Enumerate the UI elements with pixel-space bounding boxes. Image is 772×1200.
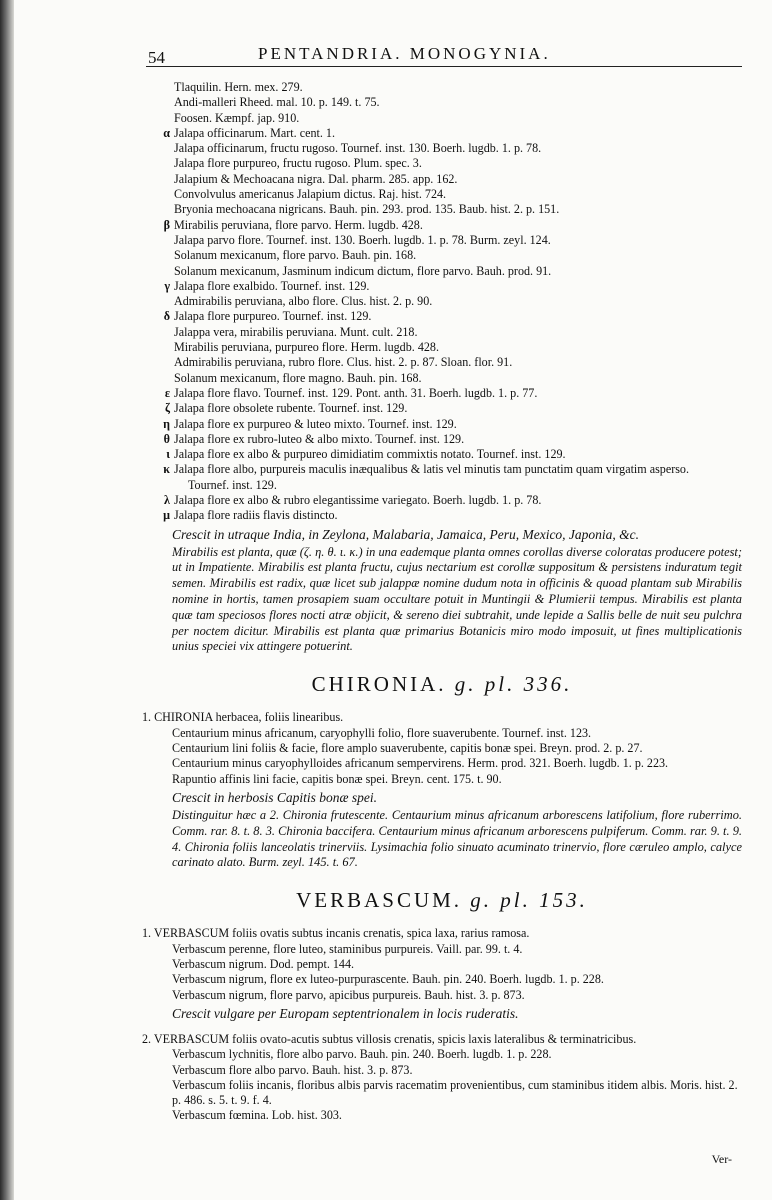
variety-line [142,340,742,355]
variety-mark: β [163,217,170,232]
variety-text: Tournef. inst. 129. [188,477,277,492]
variety-text: Admirabilis peruviana, albo flore. Clus. hist. 2. p. 90. [174,294,433,309]
variety-text: Jalapa flore ex purpureo & luteo mixto. Tournef. inst. 129. [174,416,457,431]
synonym-line: Verbascum lychnitis, flore albo parvo. Bauh. pin. 240. Boerh. lugdb. 1. p. 228. [172,1047,552,1062]
verbascum-2-synonyms [142,1047,742,1123]
variety-text: Jalapa flore obsolete rubente. Tournef. inst. 129. [174,401,408,416]
jalapa-varieties [142,126,742,524]
synonym-line: Centaurium lini foliis & facie, flore amplo suaverubente, capitis bonæ spei. Breyn. prod. 2. p. 27. [172,741,643,756]
variety-line [142,218,742,233]
variety-text: Jalappa vera, mirabilis peruviana. Munt. cult. 218. [174,324,418,339]
variety-line [142,325,742,340]
variety-text: Jalapa flore radiis flavis distincto. [174,508,338,523]
variety-line [142,141,742,156]
variety-line [142,462,742,477]
genus-reference: g. pl. 153. [470,888,588,913]
synonym-line: Foosen. Kæmpf. jap. 910. [174,110,300,125]
variety-line [142,371,742,386]
variety-line [142,248,742,263]
verbascum-1-habitat: Crescit vulgare per Europam septentrionalem in locis ruderatis. [172,1005,519,1021]
catchword: Ver- [711,1152,732,1166]
jalapa-habitat: Crescit in utraque India, in Zeylona, Malabaria, Jamaica, Peru, Mexico, Japonia, &c. [172,526,640,542]
variety-line [142,156,742,171]
chironia-observation: Distinguitur hæc a 2. Chironia frutescente. Centaurium minus africanum arborescens latifolium, flore ruberrimo. Comm. rar. 8. t. 8. 3. Chironia baccifera. Centaurium minus africanum arborescens pulpiferum. Comm. rar. 9. t. 9. 4. Chironia foliis lanceolatis trinerviis. Lysimachia folio sinuato acuminato trinervio, flore cæruleo amplo, calyce carinato alato. Burm. zeyl. 145. t. 67. [172,807,742,870]
synonym-line: Verbascum nigrum, flore parvo, apicibus purpureis. Bauh. hist. 3. p. 873. [172,987,525,1002]
variety-line [142,447,742,462]
species-heading: 1. CHIRONIA herbacea, foliis linearibus. [142,710,344,725]
variety-line [142,508,742,523]
variety-text: Jalapa flore albo, purpureis maculis inæqualibus & latis vel minutis tam punctatim quam virgatim asperso. [174,462,690,477]
chironia-habitat: Crescit in herbosis Capitis bonæ spei. [172,789,378,805]
variety-line [142,432,742,447]
variety-line [142,478,742,493]
variety-mark: λ [164,493,170,508]
variety-text: Solanum mexicanum, flore parvo. Bauh. pin. 168. [174,248,417,263]
variety-line [142,264,742,279]
genus-name: CHIRONIA. [311,672,447,697]
synonym-line: Andi-malleri Rheed. mal. 10. p. 149. t. 75. [174,95,380,110]
variety-text: Jalapa flore purpureo, fructu rugoso. Plum. spec. 3. [174,156,422,171]
species-heading: 2. VERBASCUM foliis ovato-acutis subtus villosis crenatis, spicis laxis lateralibus & terminatricibus. [142,1031,637,1046]
synonym-line: Verbascum nigrum. Dod. pempt. 144. [172,957,355,972]
jalapa-synonyms-top [142,80,742,126]
synonym-line: Verbascum perenne, flore luteo, staminibus purpureis. Vaill. par. 99. t. 4. [172,941,523,956]
variety-mark: α [163,125,170,140]
variety-text: Admirabilis peruviana, rubro flore. Clus. hist. 2. p. 87. Sloan. flor. 91. [174,355,513,370]
header-rule [146,66,742,67]
variety-line [142,401,742,416]
variety-line [142,386,742,401]
genus-name: VERBASCUM. [296,888,463,913]
variety-mark: κ [163,462,170,477]
variety-mark: ι [166,447,170,462]
variety-text: Jalapa flore flavo. Tournef. inst. 129. Pont. anth. 31. Boerh. lugdb. 1. p. 77. [174,385,538,400]
running-head: PENTANDRIA. MONOGYNIA. [258,44,551,63]
variety-text: Convolvulus americanus Jalapium dictus. Raj. hist. 724. [174,187,447,202]
variety-text: Jalapium & Mechoacana nigra. Dal. pharm. 285. app. 162. [174,171,458,186]
synonym-line: Verbascum flore albo parvo. Bauh. hist. 3. p. 873. [172,1062,413,1077]
synonym-line: Centaurium minus caryophylloides africanum sempervirens. Herm. prod. 321. Boerh. lugdb. 1. p. 223. [172,756,669,771]
variety-line [142,202,742,217]
synonym-line: Centaurium minus africanum, caryophylli folio, flore suaverubente. Tournef. inst. 123. [172,725,592,740]
variety-mark: θ [163,431,170,446]
synonym-line: Verbascum fœmina. Lob. hist. 303. [172,1108,342,1123]
genus-heading-verbascum [142,888,742,913]
synonym-line: Rapuntio affinis lini facie, capitis bonæ spei. Breyn. cent. 175. t. 90. [172,771,502,786]
variety-line [142,279,742,294]
variety-line [142,355,742,370]
chironia-synonyms [142,726,742,787]
variety-text: Bryonia mechoacana nigricans. Bauh. pin. 293. prod. 135. Baub. hist. 2. p. 151. [174,202,560,217]
page-text [142,80,742,1124]
jalapa-observation: Mirabilis est planta, quæ (ζ. η. θ. ι. κ.) in una eademque planta omnes corollas diverse coloratas producere potest; ut in Impatiente. Mirabilis est planta fructu, cujus nectarium est corollæ suppositum & persistens induratum tegit semen. Mirabilis est radix, quæ licet sub jalappæ nomine dudum nota in officinis & quoad plantam sub Mirabilis nomine in hortis, tamen prosapiem suam occultare potuit in Muntingii & Plumierii tempus. Mirabilis est planta quæ tam speciosos flores nocti atræ objicit, & sereno diei subtrahit, unde lepide a Sallis belle de nuit seu pulchra per noctem dicitur. Mirabilis est planta quæ primarius Botanicis miro modo imposuit, ut fines multiplicationis unius speciei vix attingere potuerint. [172,544,742,654]
variety-text: Jalapa flore exalbido. Tournef. inst. 129. [174,278,370,293]
variety-mark: μ [163,508,170,523]
genus-reference: g. pl. 336. [454,672,573,697]
synonym-line: Tlaquilin. Hern. mex. 279. [174,80,303,94]
variety-text: Jalapa officinarum. Mart. cent. 1. [174,125,335,140]
variety-mark: ζ [165,401,170,416]
page-binding-edge [0,0,14,1200]
variety-line [142,172,742,187]
variety-line [142,493,742,508]
variety-mark: δ [163,309,170,324]
variety-text: Jalapa flore ex rubro-luteo & albo mixto. Tournef. inst. 129. [174,431,465,446]
synonym-line: Verbascum foliis incanis, floribus albis parvis racematim provenientibus, cum staminibus itidem albis. Moris. hist. 2. p. 486. s. 5. t. 9. f. 4. [172,1077,738,1108]
variety-text: Jalapa officinarum, fructu rugoso. Tournef. inst. 130. Boerh. lugdb. 1. p. 78. [174,141,542,156]
page-number: 54 [148,48,165,67]
species-heading: 1. VERBASCUM foliis ovatis subtus incanis crenatis, spica laxa, rarius ramosa. [142,926,530,941]
variety-line [142,309,742,324]
variety-line [142,294,742,309]
variety-line [142,187,742,202]
variety-line [142,233,742,248]
variety-mark: η [163,416,170,431]
variety-mark: γ [164,278,170,293]
variety-line [142,126,742,141]
variety-text: Jalapa flore purpureo. Tournef. inst. 129. [174,309,372,324]
variety-text: Jalapa flore ex albo & rubro elegantissime variegato. Boerh. lugdb. 1. p. 78. [174,493,542,508]
variety-text: Solanum mexicanum, Jasminum indicum dictum, flore parvo. Bauh. prod. 91. [174,263,552,278]
genus-heading-chironia [142,672,742,697]
variety-text: Jalapa flore ex albo & purpureo dimidiatim commixtis notato. Tournef. inst. 129. [174,447,566,462]
verbascum-1-synonyms [142,942,742,1003]
synonym-line: Verbascum nigrum, flore ex luteo-purpurascente. Bauh. pin. 240. Boerh. lugdb. 1. p. 228. [172,972,604,987]
variety-text: Mirabilis peruviana, purpureo flore. Herm. lugdb. 428. [174,340,439,355]
variety-mark: ε [164,385,170,400]
variety-line [142,417,742,432]
variety-text: Mirabilis peruviana, flore parvo. Herm. lugdb. 428. [174,217,423,232]
variety-text: Jalapa parvo flore. Tournef. inst. 130. Boerh. lugdb. 1. p. 78. Burm. zeyl. 124. [174,232,551,247]
variety-text: Solanum mexicanum, flore magno. Bauh. pin. 168. [174,370,422,385]
